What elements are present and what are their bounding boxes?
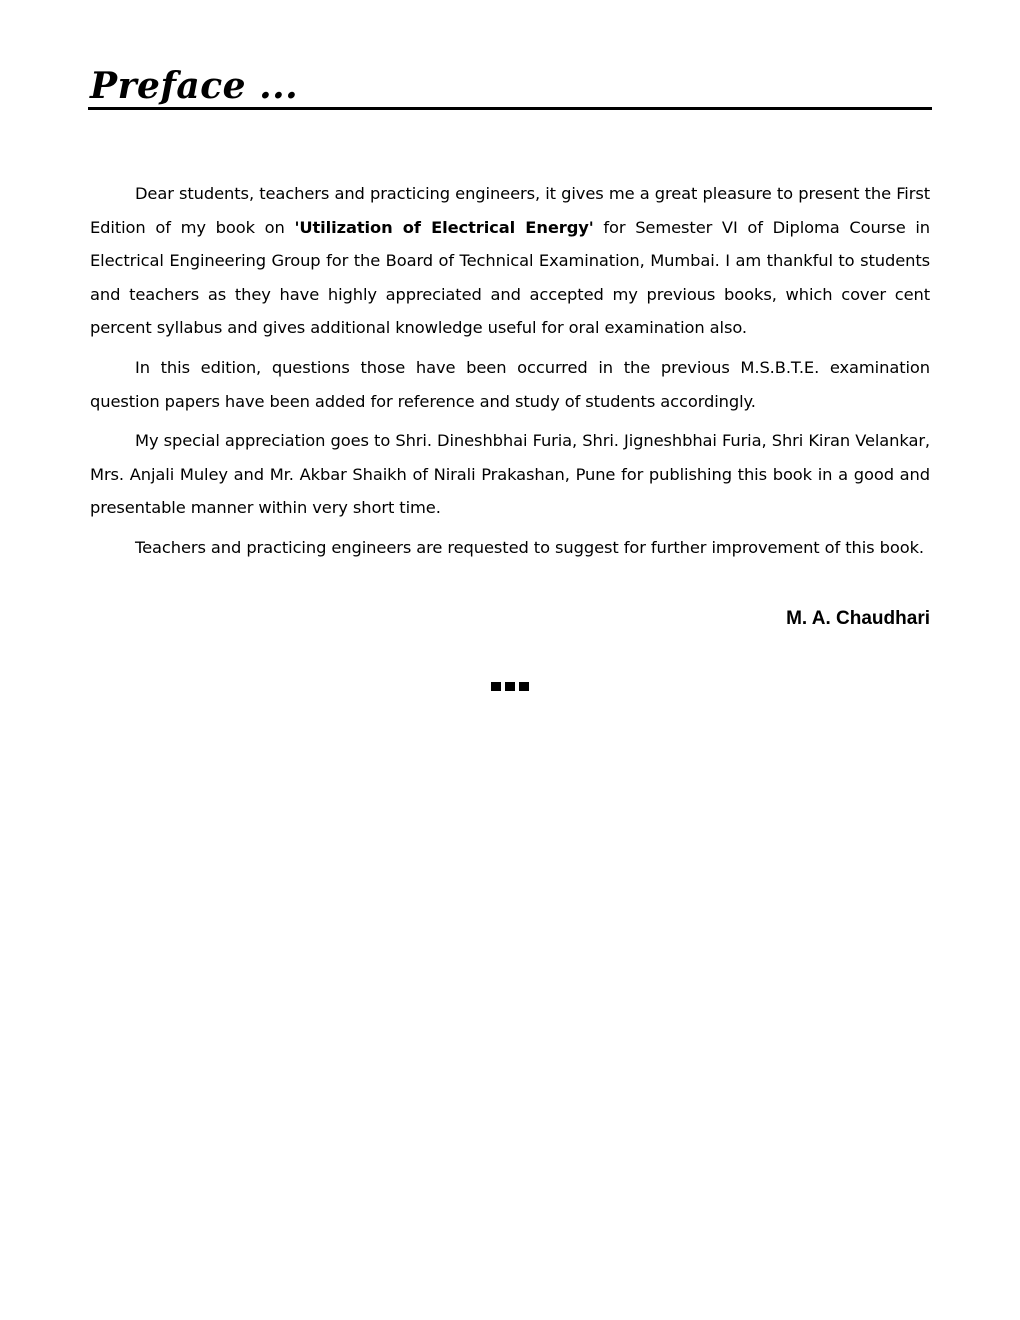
end-mark [491, 682, 529, 692]
paragraph-edition: In this edition, questions those have been occurred in the previous M.S.B.T.E. examination question papers have been added for reference and study of students accordingly. [90, 357, 930, 411]
paragraph-intro [90, 177, 930, 345]
paragraph-intro-before: Dear students, teachers and practicing engineers, it gives me a great pleasure to present the First Edition of my book on [90, 184, 930, 237]
end-mark-square [491, 682, 501, 691]
paragraph-acknowledgement: My special appreciation goes to Shri. Dineshbhai Furia, Shri. Jigneshbhai Furia, Shri Kiran Velankar, Mrs. Anjali Muley and Mr. Akbar Shaikh of Nirali Prakashan, Pune for publishing this book in a good and presentable manner within very short time. [90, 431, 930, 518]
end-mark-square [519, 682, 529, 691]
paragraph-intro-after: for Semester VI of Diploma Course in Electrical Engineering Group for the Board of Technical Examination, Mumbai. I am thankful to students and teachers as they have highly appreciated and accepted my previous books, which cover cent percent syllabus and gives additional knowledge useful for oral examination also. [90, 217, 930, 338]
author-signature: M. A. Chaudhari [786, 608, 930, 629]
page-heading: Preface ... [90, 65, 299, 107]
book-title: 'Utilization of Electrical Energy' [294, 217, 594, 237]
preface-body [90, 177, 930, 571]
heading-underline [88, 107, 932, 110]
paragraph-request: Teachers and practicing engineers are requested to suggest for further improvement of this book. [135, 537, 924, 557]
end-mark-square [505, 682, 515, 691]
